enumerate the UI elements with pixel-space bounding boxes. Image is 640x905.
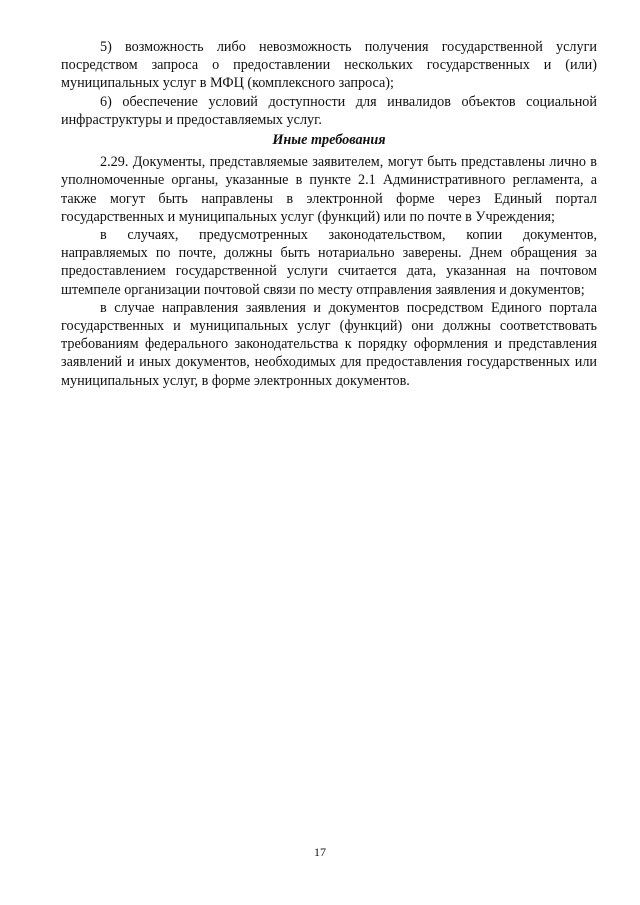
paragraph-item-5: 5) возможность либо невозможность получения государственной услуги посредством запроса о предоставлении нескольких государственных и (или) муниципальных услуг в МФЦ (комплексного запроса); (61, 39, 597, 92)
paragraph-2-29: 2.29. Документы, представляемые заявителем, могут быть представлены лично в уполномоченные органы, указанные в пункте 2.1 Административного регламента, а также могут быть направлены в электронной форме через Единый портал государственных и муниципальных услуг (функций) или по почте в Учреждения; (61, 154, 597, 225)
paragraph-electronic-submission: в случае направления заявления и документов посредством Единого портала государственных и муниципальных услуг (функций) они должны соответствовать требованиям федерального законодательства к порядку оформления и представления заявлений и иных документов, необходимых для предоставления государственных или муниципальных услуг, в форме электронных документов. (61, 299, 597, 389)
paragraph-notarized-copies: в случаях, предусмотренных законодательством, копии документов, направляемых по почте, должны быть нотариально заверены. Днем обращения за предоставлением государственной услуги считается дата, указанная на почтовом штемпеле организации почтовой связи по месту отправления заявления и документов; (61, 227, 597, 298)
paragraph-item-6: 6) обеспечение условий доступности для инвалидов объектов социальной инфраструктуры и предоставляемых услуг. (61, 93, 597, 128)
section-heading: Иные требования (272, 132, 386, 149)
document-page (61, 38, 597, 390)
page-number: 17 (314, 845, 326, 859)
